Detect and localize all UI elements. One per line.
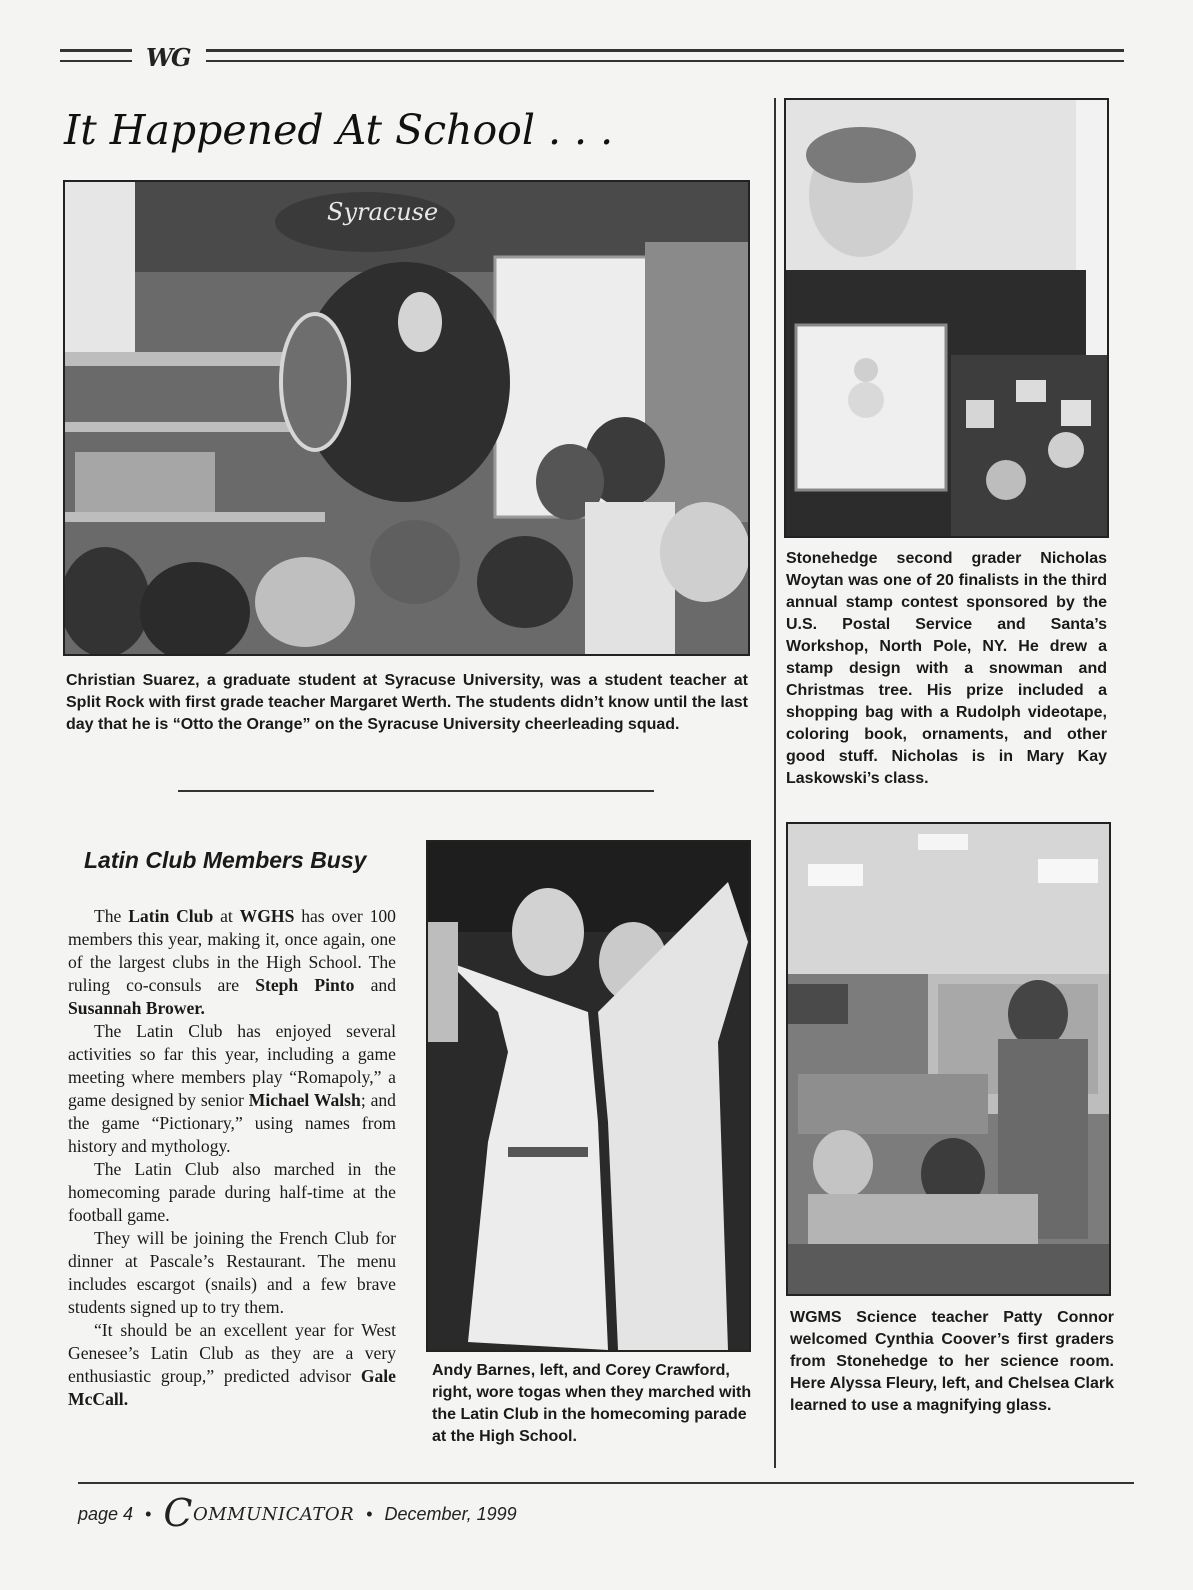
article-paragraph: The Latin Club has enjoyed several activities so far this year, including a game meeting where members play “Romapoly,” a game designed by senior Michael Walsh; and the game “Pictionary,” using names from history and mythology. [68, 1021, 396, 1156]
page-headline: It Happened At School . . . [64, 106, 614, 154]
publication-name: COMMUNICATOR [163, 1491, 355, 1535]
issue-date: December, 1999 [384, 1504, 517, 1524]
students-in-togas-photo [426, 840, 751, 1352]
masthead-rule-left [60, 49, 132, 62]
stamp-caption: Stonehedge second grader Nicholas Woytan was one of 20 finalists in the third annual stamp contest sponsored by the U.S. Postal Service and Santa’s Workshop, North Pole, NY. He drew a stamp design with a snowman and Christmas tree. His prize included a shopping bag with a Rudolph videotape, coloring book, ornaments, and other good stuff. Nicholas is in Mary Kay Laskowski’s class. [786, 550, 1107, 787]
section-divider [178, 790, 654, 792]
mascot-caption: Christian Suarez, a graduate student at Syracuse University, was a student teacher at Split Rock with first grade teacher Margaret Werth. The students didn’t know until the last day that he is “Otto the Orange” on the Syracuse University cheerleading squad. [66, 672, 748, 733]
science-caption: WGMS Science teacher Patty Connor welcomed Cynthia Coover’s first graders from Stonehedge to her science room. Here Alyssa Fleury, left, and Chelsea Clark learned to use a magnifying glass. [790, 1309, 1114, 1414]
article-paragraph: “It should be an excellent year for West Genesee’s Latin Club as they are a very enthusiastic group,” predicted advisor Gale McCall. [68, 1320, 396, 1409]
latin-club-article [68, 905, 396, 1465]
science-room-photo [786, 822, 1111, 1296]
page-number: page 4 [78, 1504, 134, 1524]
article-paragraph: The Latin Club at WGHS has over 100 members this year, making it, once again, one of the largest clubs in the High School. The ruling co-consuls are Steph Pinto and Susannah Brower. [68, 906, 396, 1018]
article-title: Latin Club Members Busy [84, 847, 367, 873]
article-paragraph: They will be joining the French Club for dinner at Pascale’s Restaurant. The menu includes escargot (snails) and a few brave students signed up to try them. [68, 1228, 396, 1317]
classroom-mascot-photo [63, 180, 750, 656]
column-divider [774, 98, 776, 1468]
toga-caption: Andy Barnes, left, and Corey Crawford, right, wore togas when they marched with the Latin Club in the homecoming parade at the High School. [432, 1362, 752, 1445]
masthead-rule-right [206, 49, 1124, 62]
footer-bullet: • [145, 1504, 152, 1524]
footer-rule [78, 1482, 1134, 1484]
footer-bullet: • [366, 1504, 373, 1524]
page-footer [78, 1493, 678, 1533]
masthead-logo: WG [146, 43, 190, 72]
article-paragraph: The Latin Club also marched in the homecoming parade during half-time at the football game. [68, 1159, 396, 1225]
cap-logo-text: Syracuse [327, 198, 439, 226]
boy-with-stamp-photo [784, 98, 1109, 538]
